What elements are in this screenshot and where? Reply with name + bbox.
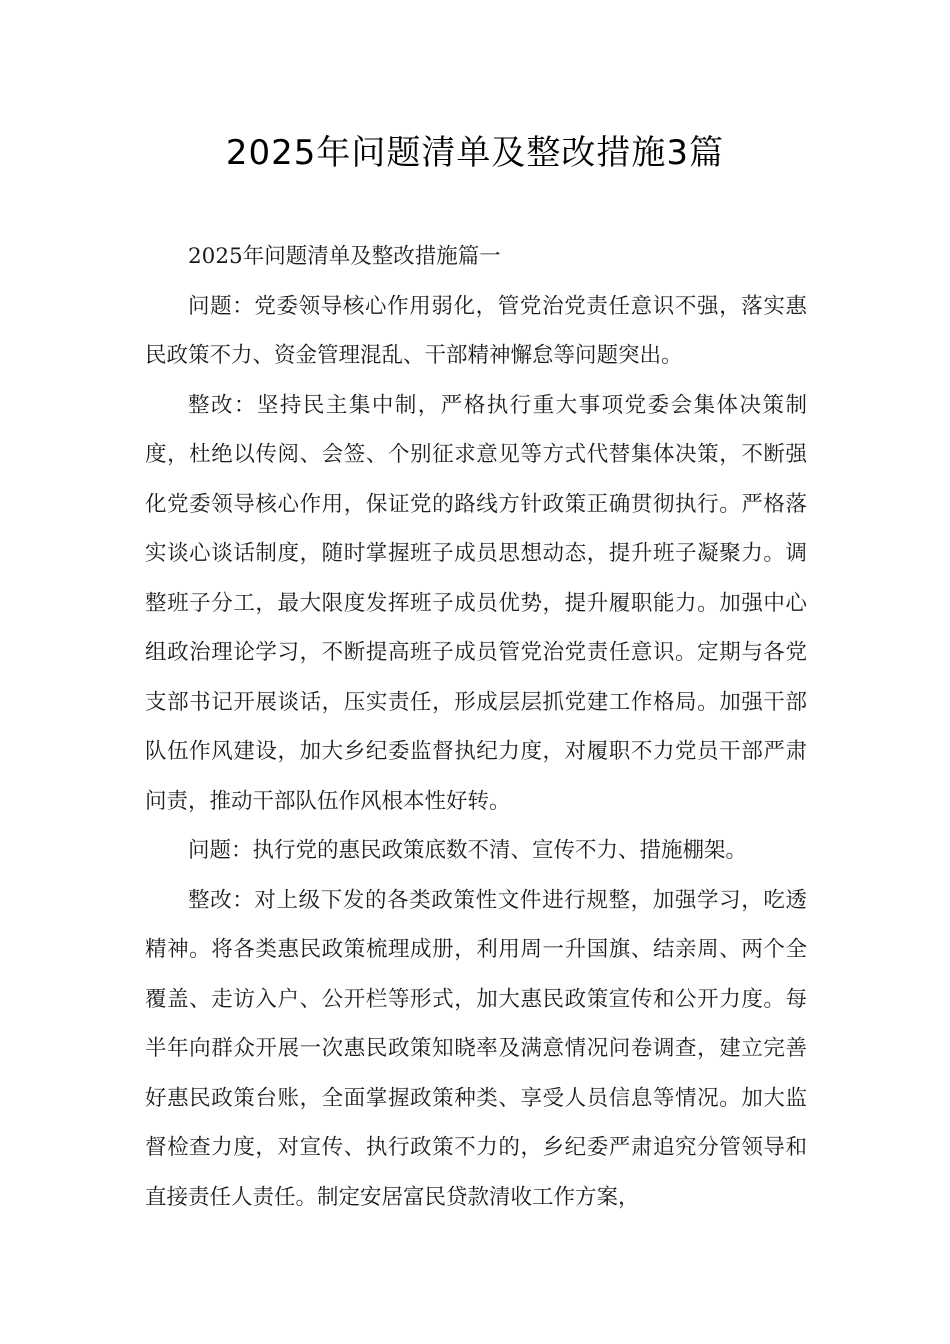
- document-body: [145, 232, 807, 1222]
- paragraph-rectification-2: 整改：对上级下发的各类政策性文件进行规整，加强学习，吃透精神。将各类惠民政策梳理成册，利用周一升国旗、结亲周、两个全覆盖、走访入户、公开栏等形式，加大惠民政策宣传和公开力度。每半年向群众开展一次惠民政策知晓率及满意情况问卷调查，建立完善好惠民政策台账，全面掌握政策种类、享受人员信息等情况。加大监督检查力度，对宣传、执行政策不力的，乡纪委严肃追究分管领导和直接责任人责任。制定安居富民贷款清收工作方案，: [145, 887, 807, 1210]
- paragraph-problem-1: 问题：党委领导核心作用弱化，管党治党责任意识不强，落实惠民政策不力、资金管理混乱、干部精神懈怠等问题突出。: [145, 293, 807, 368]
- section-heading: 2025年问题清单及整改措施篇一: [188, 244, 501, 269]
- document-title: 2025年问题清单及整改措施3篇: [225, 133, 725, 173]
- paragraph-problem-2: 问题：执行党的惠民政策底数不清、宣传不力、措施棚架。: [188, 838, 748, 863]
- paragraph-rectification-1: 整改：坚持民主集中制，严格执行重大事项党委会集体决策制度，杜绝以传阅、会签、个别征求意见等方式代替集体决策，不断强化党委领导核心作用，保证党的路线方针政策正确贯彻执行。严格落实谈心谈话制度，随时掌握班子成员思想动态，提升班子凝聚力。调整班子分工，最大限度发挥班子成员优势，提升履职能力。加强中心组政治理论学习，不断提高班子成员管党治党责任意识。定期与各党支部书记开展谈话，压实责任，形成层层抓党建工作格局。加强干部队伍作风建设，加大乡纪委监督执纪力度，对履职不力党员干部严肃问责，推动干部队伍作风根本性好转。: [145, 392, 807, 814]
